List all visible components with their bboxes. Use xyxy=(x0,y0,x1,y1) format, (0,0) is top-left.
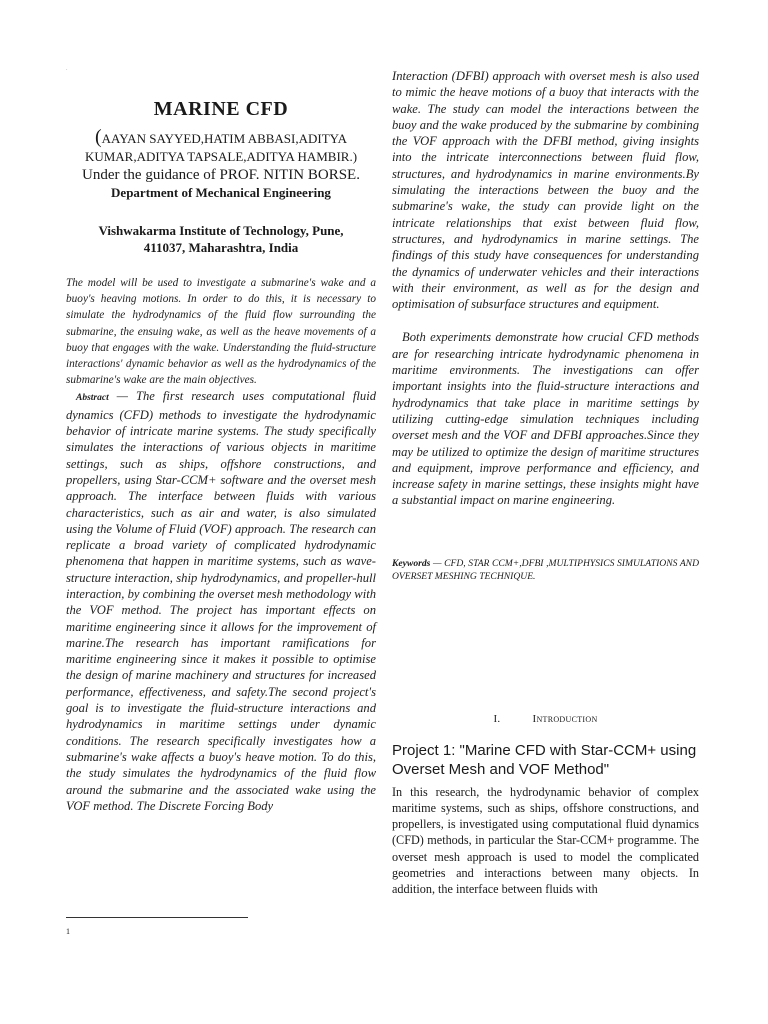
keywords-text: CFD, STAR CCM+,DFBI ,MULTIPHYSICS SIMULATIONS AND OVERSET MESHING TECHNIQUE. xyxy=(392,557,700,582)
abstract-dash: — xyxy=(108,389,136,404)
institute-line-1: Vishwakarma Institute of Technology, Pune, xyxy=(98,223,344,238)
keywords: Keywords — CFD, STAR CCM+,DFBI ,MULTIPHYSICS SIMULATIONS AND OVERSET MESHING TECHNIQUE. xyxy=(392,557,700,582)
right-paragraph-1: Interaction (DFBI) approach with overset mesh is also used to mimic the heave motions of a buoy that interacts with the wake. The study can model the interactions between the buoy and the wake produced by the submarine by combining the VOF approach with the DFBI method, giving insights into the intricate interconnections between fluid flow, structures, and hydrodynamics in marine environments.By simulating the interactions between the buoy and the submarine's wake, the study can provide light on the intricate relationships that exist between fluid flow, structures, and hydrodynamics in marine settings. The findings of this study have consequences for understanding the dynamics of underwater vehicles and their interactions with their environment, as well as for the design and optimisation of subsurface structures and equipment. xyxy=(392,69,699,312)
keywords-label: Keywords xyxy=(392,557,431,569)
summary-paragraph: The model will be used to investigate a submarine's wake and a buoy's heaving motions. In order to do this, it is necessary to simulate the hydrodynamics of the fluid flow surrounding the submarine, the ensuing wake, as well as the heave movements of a buoy that engages with the wake. Understanding the fluid-structure interactions' dynamic behavior as well as the hydrodynamics of the submarine's wake are the main objectives. xyxy=(66,277,376,387)
footnote-number: 1 xyxy=(66,927,70,936)
right-paragraph-2: Both experiments demonstrate how crucial CFD methods are for researching intricate hydrodynamic phenomena in maritime environments. The investigations can offer important insights into the fluid-structure interactions and hydrodynamics that take place in maritime settings by utilizing cutting-edge simulation techniques including overset mesh and the VOF and DFBI approaches.Since they may be utilized to optimize the design of maritime structures and equipment, improve performance and efficiency, and increase safety in marine settings, these insights might have a substantial impact on marine engineering. xyxy=(392,330,699,508)
authors-line-1: AAYAN SAYYED,HATIM ABBASI,ADITYA xyxy=(101,131,347,146)
introduction-paragraph: In this research, the hydrodynamic behavior of complex maritime systems, such as ships, offshore constructions, and propellers, is investigated using computational fluid dynamics (CFD) methods, in particular the Star-CCM+ programme. The overset mesh approach is used to model the complicated geometries and interactions between many objects. In addition, the interface between fluids with xyxy=(392,784,699,896)
section-number: I. xyxy=(493,712,501,725)
abstract-text: The first research uses computational fluid dynamics (CFD) methods to investigate the hydrodynamic behavior of intricate marine systems. The study specifically simulates the interactions of various objects in maritime settings, such as ships, offshore constructions, and propellers, using Star-CCM+ software and the overset mesh approach. The interface between fluids with various characteristics, such as air and water, is also simulated using the Volume of Fluid (VOF) approach. The research can replicate a broad variety of complicated hydrodynamic phenomena that happen in maritime systems, such as wave-structure interaction, ship hydrodynamics, and propeller-hull interaction, by combining the overset mesh methodology with the VOF method. The project has important effects on maritime engineering since it allows for the improvement of marine.The research has important ramifications for maritime engineering since it makes it possible to optimise the design of marine machinery and structures for increased performance, effectiveness, and safety.The second project's goal is to investigate the fluid-structure interactions and hydrodynamics in maritime settings under dynamic conditions. The research specifically investigates how a submarine's wake affects a buoy's heave motion. To do this, the study simulates the hydrodynamics of the fluid flow around the submarine and the associated wake using the VOF method. The Discrete Forcing Body xyxy=(66,389,376,813)
left-column xyxy=(66,68,376,814)
abstract-label: Abstract xyxy=(76,393,109,404)
institute xyxy=(66,222,376,256)
authors-line-2: KUMAR,ADITYA TAPSALE,ADITYA HAMBIR.) xyxy=(84,149,358,164)
project-title: Project 1: "Marine CFD with Star-CCM+ using Overset Mesh and VOF Method" xyxy=(392,741,697,778)
paper-title: MARINE CFD xyxy=(153,98,289,120)
section-heading xyxy=(392,713,699,725)
institute-line-2: 411037, Maharashtra, India xyxy=(143,240,299,255)
guidance-line: Under the guidance of PROF. NITIN BORSE. xyxy=(82,167,360,183)
right-column xyxy=(392,68,699,909)
footnote-divider xyxy=(66,917,248,918)
section-title: Introduction xyxy=(532,712,598,725)
page-mark: . xyxy=(66,66,68,72)
department: Department of Mechanical Engineering xyxy=(111,185,331,200)
author-list: (AAYAN SAYYED,HATIM ABBASI,ADITYA KUMAR,ADITYA TAPSALE,ADITYA HAMBIR.) xyxy=(84,126,358,164)
abstract-paragraph xyxy=(66,388,376,814)
